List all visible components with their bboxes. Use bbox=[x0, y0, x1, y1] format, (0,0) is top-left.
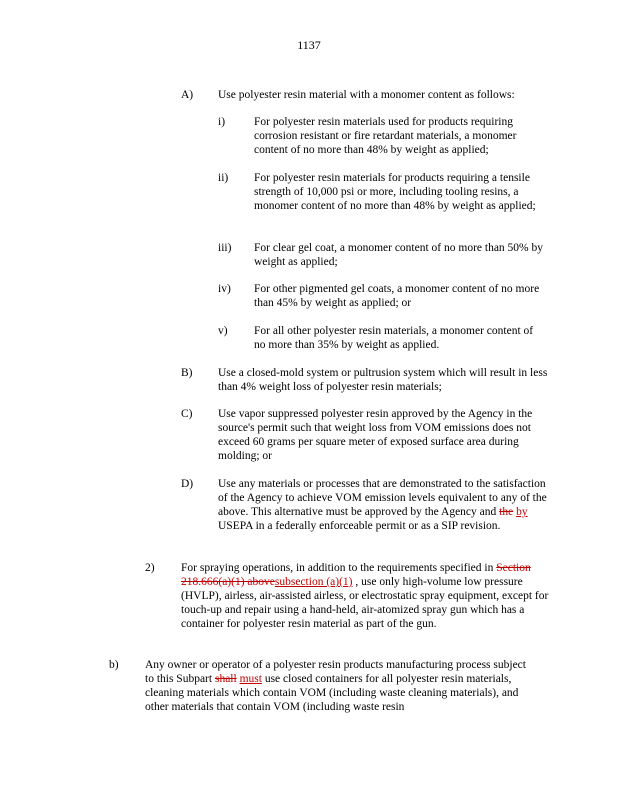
sub-item-ii-text: For polyester resin materials for products requiring a tensile strength of 10,000 psi or more, including tooling resins, a monomer content of no more than 48% by weight as applied; bbox=[254, 172, 536, 212]
item-A-text: Use polyester resin material with a monomer content as follows: bbox=[218, 89, 515, 101]
item-D-text-before: Use any materials or processes that are demonstrated to the satisfaction of the Agency to achieve VOM emission levels equivalent to any of the above. This alternative must be approved by the Agency and bbox=[218, 478, 547, 518]
deleted-text: the bbox=[499, 506, 514, 518]
item-B-label: B) bbox=[181, 367, 193, 379]
item-D-text bbox=[218, 477, 548, 533]
sub-item-v-label: v) bbox=[218, 325, 228, 337]
item-D-text-after: USEPA in a federally enforceable permit or as a SIP revision. bbox=[218, 520, 501, 532]
subsection-b-text bbox=[145, 658, 535, 714]
item-C-text: Use vapor suppressed polyester resin approved by the Agency in the source's permit such that weight loss from VOM emissions does not exceed 60 grams per square meter of exposed surface area during molding; or bbox=[218, 408, 533, 462]
deleted-text: shall bbox=[214, 673, 237, 685]
inserted-text: must bbox=[239, 673, 262, 685]
subsection-b-text-before: Any owner or operator of a polyester resin products manufacturing process subject to this Subpart bbox=[145, 659, 526, 685]
sub-item-i-label: i) bbox=[218, 116, 226, 128]
subsection-b-label: b) bbox=[109, 659, 119, 671]
item-2-text-before: For spraying operations, in addition to the requirements specified in bbox=[181, 562, 497, 574]
item-B-text: Use a closed-mold system or pultrusion system which will result in less than 4% weight loss of polyester resin materials; bbox=[218, 367, 548, 393]
item-D-label: D) bbox=[181, 478, 194, 490]
sub-item-iv-label: iv) bbox=[218, 283, 231, 295]
item-2-text bbox=[181, 561, 551, 631]
item-2-text-after: , use only high-volume low pressure (HVLP), airless, air-assisted airless, or electrostatic spray equipment, except for touch-up and repair using a hand-held, air-atomized spray gun which has a container for polyester resin material as part of the gun. bbox=[181, 576, 549, 630]
item-2-label: 2) bbox=[145, 562, 155, 574]
subsection-b-text-after: use closed containers for all polyester resin materials, cleaning materials which contain VOM (including waste cleaning materials), and other materials that contain VOM (including waste resin bbox=[145, 673, 519, 713]
sub-item-iii-label: iii) bbox=[218, 242, 232, 254]
inserted-text: by bbox=[516, 506, 528, 518]
sub-item-iv-text: For other pigmented gel coats, a monomer content of no more than 45% by weight as applied; or bbox=[254, 283, 540, 309]
sub-item-v-text: For all other polyester resin materials, a monomer content of no more than 35% by weight as applied. bbox=[254, 325, 534, 351]
sub-item-ii-label: ii) bbox=[218, 172, 229, 184]
deleted-text: Section 218.666(a)(1) above bbox=[181, 562, 531, 588]
page-number: 1137 bbox=[297, 38, 321, 52]
sub-item-iii-text: For clear gel coat, a monomer content of no more than 50% by weight as applied; bbox=[254, 242, 544, 268]
item-C-label: C) bbox=[181, 408, 193, 420]
item-A-label: A) bbox=[181, 89, 194, 101]
inserted-text: subsection (a)(1) bbox=[274, 576, 353, 588]
sub-item-i-text: For polyester resin materials used for products requiring corrosion resistant or fire retardant materials, a monomer content of no more than 48% by weight as applied; bbox=[254, 116, 517, 156]
